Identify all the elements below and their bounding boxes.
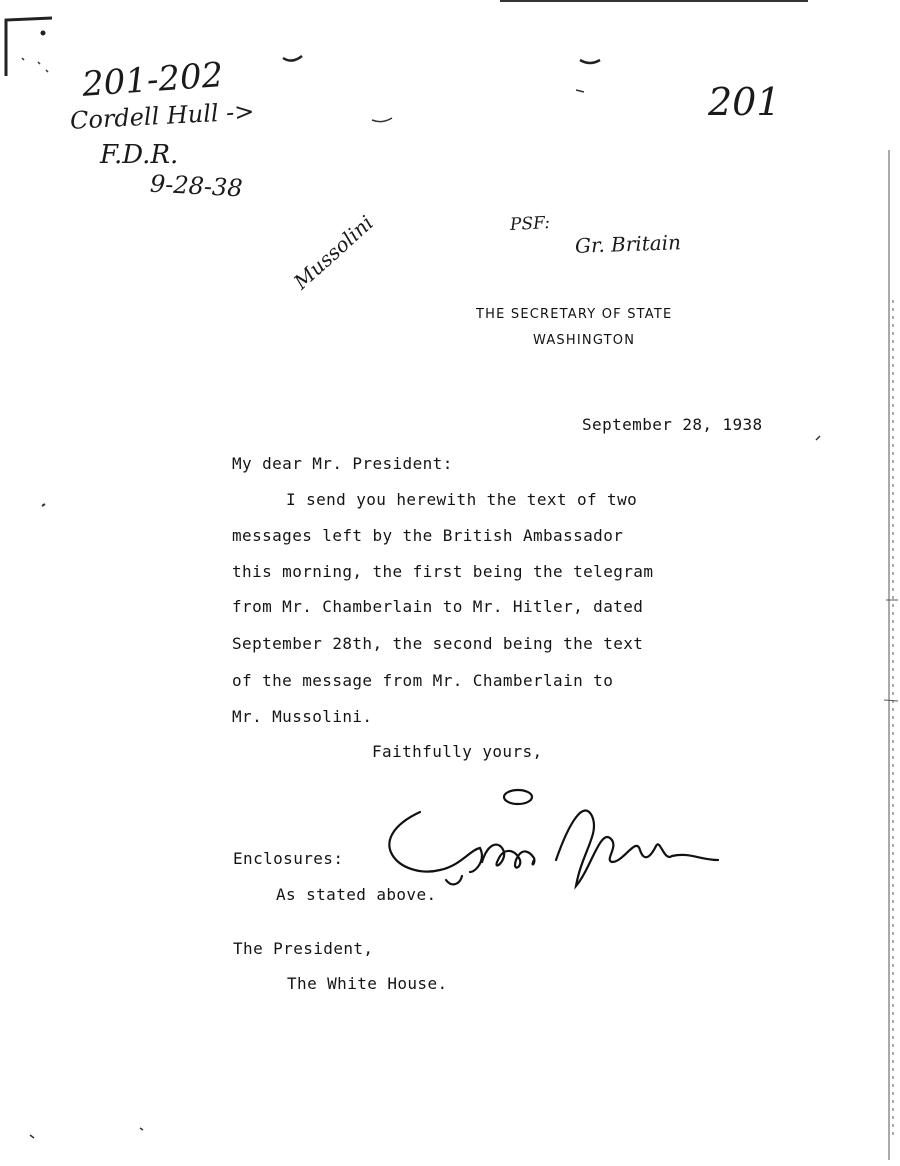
body-line: Mr. Mussolini.: [232, 707, 373, 726]
letter-closing: Faithfully yours,: [372, 742, 543, 761]
handwritten-page-range: 201-202: [80, 55, 225, 105]
handwritten-date: 9-28-38: [149, 169, 244, 203]
body-line: of the message from Mr. Chamberlain to: [232, 671, 614, 690]
letterhead-city: WASHINGTON: [533, 333, 636, 348]
handwritten-from: Cordell Hull ->: [69, 97, 256, 135]
enclosures-label: Enclosures:: [233, 849, 344, 868]
addressee-line-1: The President,: [233, 939, 374, 958]
body-line: I send you herewith the text of two: [286, 490, 638, 509]
body-line: from Mr. Chamberlain to Mr. Hitler, dated: [232, 597, 644, 616]
letter-date: September 28, 1938: [582, 415, 763, 434]
enclosures-note: As stated above.: [276, 885, 437, 904]
handwritten-file-note: Gr. Britain: [574, 230, 682, 258]
handwritten-file-code: PSF:: [509, 212, 551, 236]
letterhead-title: THE SECRETARY OF STATE: [476, 307, 673, 322]
handwritten-slanted-note: Mussolini: [288, 210, 378, 294]
body-line: this morning, the first being the telegram: [232, 562, 654, 581]
addressee-line-2: The White House.: [287, 974, 448, 993]
body-line: September 28th, the second being the text: [232, 634, 644, 653]
handwritten-page-number: 201: [708, 80, 781, 124]
body-line: messages left by the British Ambassador: [232, 526, 624, 545]
letter-salutation: My dear Mr. President:: [232, 454, 453, 473]
handwritten-to: F.D.R.: [100, 140, 179, 170]
